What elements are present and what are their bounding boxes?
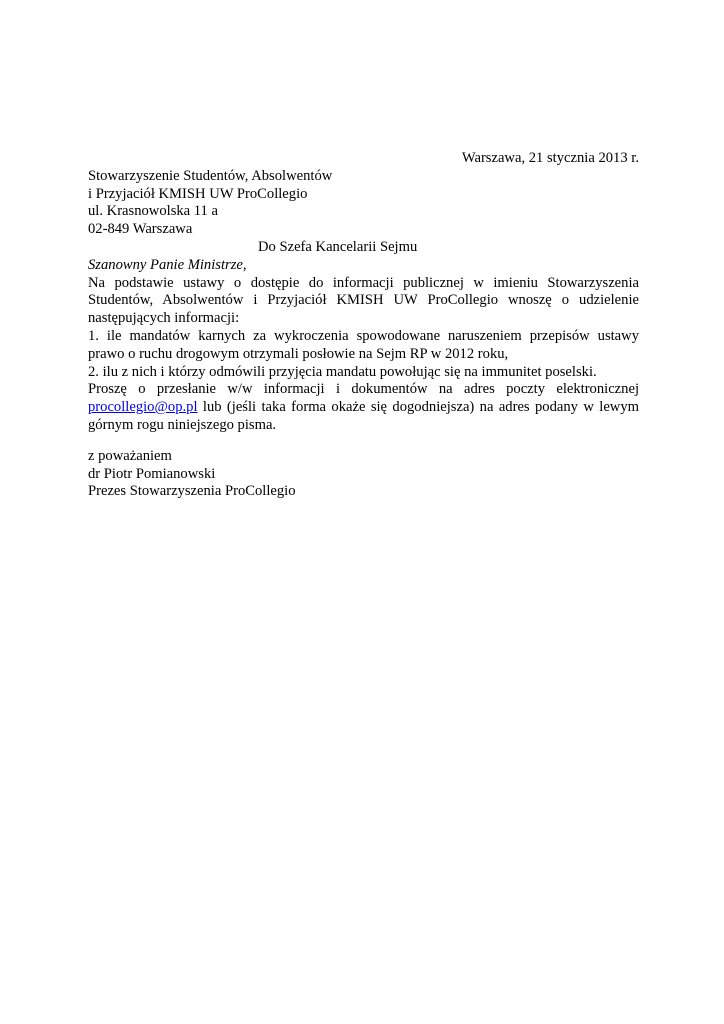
body-intro-paragraph: Na podstawie ustawy o dostępie do informacji publicznej w imieniu Stowarzyszenia Studentów, Absolwentów i Przyjaciół KMISH UW ProCollegio wnoszę o udzielenie następujących informacji: bbox=[88, 274, 639, 327]
request-text-before-link: Proszę o przesłanie w/w informacji i dokumentów na adres poczty elektronicznej bbox=[88, 381, 639, 398]
recipient-line: Do Szefa Kancelarii Sejmu bbox=[258, 238, 418, 255]
body-item-2: 2. ilu z nich i którzy odmówili przyjęcia mandatu powołując się na immunitet poselski. bbox=[88, 363, 597, 380]
signature-block bbox=[88, 448, 639, 501]
signer-name: dr Piotr Pomianowski bbox=[88, 465, 216, 482]
salutation: Szanowny Panie Ministrze, bbox=[88, 256, 247, 273]
sender-street-line: ul. Krasnowolska 11 a bbox=[88, 203, 218, 220]
letter-content bbox=[0, 0, 724, 501]
closing-phrase: z poważaniem bbox=[88, 447, 172, 464]
date-line: Warszawa, 21 stycznia 2013 r. bbox=[461, 150, 639, 166]
body-item-1: 1. ile mandatów karnych za wykroczenia spowodowane naruszeniem przepisów ustawy prawo o ruchu drogowym otrzymali posłowie na Sejm RP w 2012 roku, bbox=[88, 327, 639, 362]
email-link[interactable]: procollegio@op.pl bbox=[88, 399, 198, 416]
sender-address-block bbox=[88, 168, 639, 239]
sender-name-line: Stowarzyszenie Studentów, Absolwentów bbox=[88, 167, 333, 184]
request-paragraph bbox=[88, 381, 639, 434]
sender-city-line: 02-849 Warszawa bbox=[88, 221, 193, 238]
sender-name-line-2: i Przyjaciół KMISH UW ProCollegio bbox=[88, 185, 308, 202]
request-text-after-link: lub (jeśli taka forma okaże się dogodniejsza) na adres podany w lewym górnym rogu niniejszego pisma. bbox=[88, 399, 639, 433]
signer-title: Prezes Stowarzyszenia ProCollegio bbox=[88, 483, 296, 500]
